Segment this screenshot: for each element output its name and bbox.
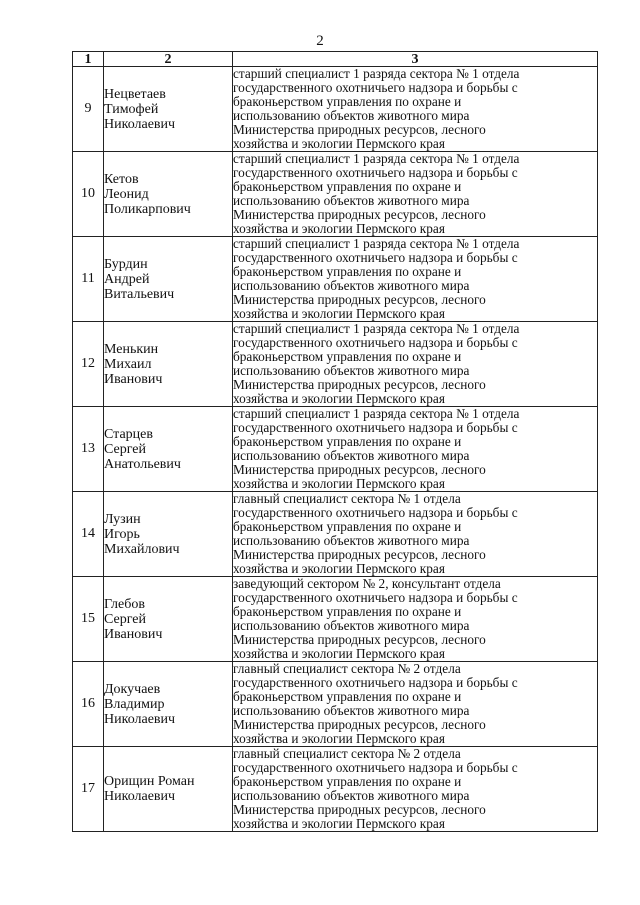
employee-position [233,152,598,237]
employee-name [104,577,233,662]
employee-position-line: главный специалист сектора № 2 отдела [233,746,461,761]
employee-position-line: хозяйства и экологии Пермского края [233,646,445,661]
table-row [73,152,598,237]
employee-name-line: Сергей [104,611,146,627]
column-header-name: 2 [104,52,233,67]
employee-position-line: браконьерством управления по охране и [233,689,462,704]
employee-position [233,67,598,152]
employee-name-line: Бурдин [104,256,148,272]
employee-position [233,407,598,492]
employee-name [104,237,233,322]
row-number: 14 [73,492,104,577]
employee-name [104,322,233,407]
row-number: 17 [73,747,104,832]
employee-name [104,152,233,237]
employee-name-line: Анатольевич [104,456,181,472]
employee-position-line: хозяйства и экологии Пермского края [233,561,445,576]
table-row [73,67,598,152]
employee-position-line: использованию объектов животного мира [233,618,470,633]
employee-name [104,67,233,152]
staff-table [72,51,598,832]
employee-name-line: Леонид [104,186,149,202]
employee-name [104,492,233,577]
employee-position-line: браконьерством управления по охране и [233,604,462,619]
page-number: 2 [316,33,324,49]
employee-position-line: использованию объектов животного мира [233,193,470,208]
employee-position-line: использованию объектов животного мира [233,363,470,378]
employee-name-line: Михайлович [104,541,180,557]
table-row [73,492,598,577]
employee-name-line: Игорь [104,526,140,542]
employee-position-line: государственного охотничьего надзора и борьбы с [233,335,518,350]
table-row [73,662,598,747]
employee-name-line: Менькин [104,341,159,357]
employee-position-line: государственного охотничьего надзора и борьбы с [233,590,518,605]
employee-position-line: хозяйства и экологии Пермского края [233,476,445,491]
table-row [73,747,598,832]
employee-position-line: государственного охотничьего надзора и борьбы с [233,165,518,180]
row-number: 11 [73,237,104,322]
row-number: 12 [73,322,104,407]
employee-name-line: Лузин [104,511,141,527]
employee-name [104,747,233,832]
table-row [73,407,598,492]
employee-position-line: хозяйства и экологии Пермского края [233,816,445,831]
employee-position-line: государственного охотничьего надзора и борьбы с [233,675,518,690]
employee-position-line: использованию объектов животного мира [233,703,470,718]
employee-position-line: старший специалист 1 разряда сектора № 1 отдела [233,66,520,81]
employee-position [233,322,598,407]
employee-position-line: хозяйства и экологии Пермского края [233,306,445,321]
employee-position-line: использованию объектов животного мира [233,533,470,548]
employee-position [233,747,598,832]
employee-position-line: старший специалист 1 разряда сектора № 1 отдела [233,236,520,251]
employee-position-line: старший специалист 1 разряда сектора № 1 отдела [233,406,520,421]
row-number: 15 [73,577,104,662]
table-header-row [73,52,598,67]
employee-position-line: использованию объектов животного мира [233,278,470,293]
employee-name [104,662,233,747]
employee-name-line: Нецветаев [104,86,166,102]
column-header-position: 3 [233,52,598,67]
employee-position-line: заведующий сектором № 2, консультант отдела [233,576,501,591]
employee-name-line: Старцев [104,426,153,442]
employee-name [104,407,233,492]
row-number: 16 [73,662,104,747]
employee-position-line: браконьерством управления по охране и [233,434,462,449]
employee-position-line: Министерства природных ресурсов, лесного [233,547,486,562]
employee-position-line: Министерства природных ресурсов, лесного [233,292,486,307]
employee-position-line: браконьерством управления по охране и [233,349,462,364]
employee-position-line: Министерства природных ресурсов, лесного [233,377,486,392]
employee-position-line: использованию объектов животного мира [233,788,470,803]
employee-position-line: старший специалист 1 разряда сектора № 1 отдела [233,151,520,166]
row-number: 10 [73,152,104,237]
employee-name-line: Сергей [104,441,146,457]
employee-position-line: использованию объектов животного мира [233,448,470,463]
employee-position-line: государственного охотничьего надзора и борьбы с [233,250,518,265]
employee-name-line: Михаил [104,356,152,372]
row-number: 13 [73,407,104,492]
employee-position-line: хозяйства и экологии Пермского края [233,391,445,406]
employee-position-line: главный специалист сектора № 2 отдела [233,661,461,676]
employee-name-line: Глебов [104,596,145,612]
employee-position-line: браконьерством управления по охране и [233,264,462,279]
employee-position-line: Министерства природных ресурсов, лесного [233,122,486,137]
row-number: 9 [73,67,104,152]
employee-position-line: хозяйства и экологии Пермского края [233,221,445,236]
table-row [73,577,598,662]
employee-name-line: Николаевич [104,116,176,132]
employee-position-line: Министерства природных ресурсов, лесного [233,802,486,817]
employee-name-line: Иванович [104,371,163,387]
table-row [73,237,598,322]
employee-name-line: Владимир [104,696,165,712]
employee-name-line: Орищин Роман [104,774,195,789]
employee-position [233,492,598,577]
employee-position-line: использованию объектов животного мира [233,108,470,123]
employee-position-line: государственного охотничьего надзора и борьбы с [233,760,518,775]
employee-name-line: Иванович [104,626,163,642]
employee-position [233,577,598,662]
employee-name-line: Николаевич [104,789,176,804]
employee-position-line: браконьерством управления по охране и [233,774,462,789]
employee-position-line: государственного охотничьего надзора и борьбы с [233,420,518,435]
table-row [73,322,598,407]
employee-position-line: государственного охотничьего надзора и борьбы с [233,80,518,95]
employee-name-line: Докучаев [104,681,161,697]
employee-name-line: Николаевич [104,711,176,727]
employee-position-line: хозяйства и экологии Пермского края [233,731,445,746]
employee-position-line: главный специалист сектора № 1 отдела [233,491,461,506]
employee-position-line: Министерства природных ресурсов, лесного [233,462,486,477]
employee-position [233,662,598,747]
employee-position-line: браконьерством управления по охране и [233,94,462,109]
employee-position-line: браконьерством управления по охране и [233,179,462,194]
employee-position-line: старший специалист 1 разряда сектора № 1 отдела [233,321,520,336]
employee-position-line: государственного охотничьего надзора и борьбы с [233,505,518,520]
employee-position [233,237,598,322]
employee-name-line: Тимофей [104,101,159,117]
column-header-number: 1 [73,52,104,67]
employee-name-line: Кетов [104,171,139,187]
employee-position-line: Министерства природных ресурсов, лесного [233,717,486,732]
employee-position-line: хозяйства и экологии Пермского края [233,136,445,151]
employee-position-line: браконьерством управления по охране и [233,519,462,534]
employee-name-line: Поликарпович [104,201,191,217]
table-body [73,67,598,832]
employee-position-line: Министерства природных ресурсов, лесного [233,632,486,647]
employee-position-line: Министерства природных ресурсов, лесного [233,207,486,222]
employee-name-line: Витальевич [104,286,175,302]
employee-name-line: Андрей [104,271,150,287]
